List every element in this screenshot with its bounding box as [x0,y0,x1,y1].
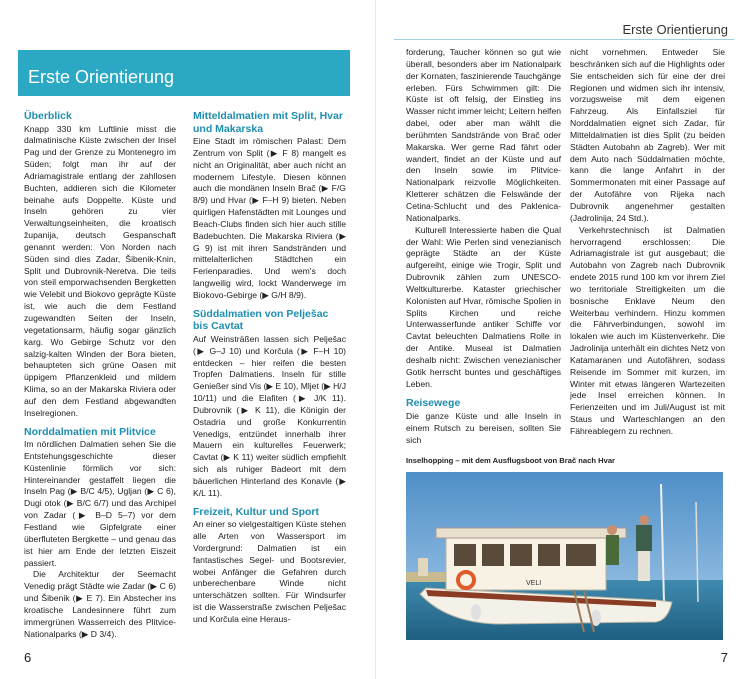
person [606,535,619,565]
heading-norddalmatien: Norddalmatien mit Plitvice [24,425,156,438]
cabin-window [454,544,476,566]
cabin-window [482,544,504,566]
paragraph: Die Architektur der Seemacht Venedig prägt Städte wie Zadar (▶ C 6) und Šibenik (▶ E 7). Ein Abstecher ins kroatische Landesinnere führt zum immergrünen Wasserreich des Plitvice-Nationalparks (▶ D 3/4). [24,569,176,639]
right-column-2 [570,47,725,445]
section-banner [18,50,350,96]
person [607,525,617,535]
right-page [375,0,750,679]
heading-sueddalmatien: Süddalmatien von Pelješac bis Cavtat [193,307,329,333]
boat-photo [406,472,723,640]
boat-illustration [406,472,723,640]
person [639,515,649,525]
page-number: 7 [720,650,728,665]
left-column-2 [193,110,346,646]
cabin-roof [436,528,626,538]
fender [471,604,481,620]
page-number: 6 [24,650,32,665]
person [636,525,652,551]
heading-freizeit: Freizeit, Kultur und Sport [193,505,319,518]
boat-name: VELI [526,580,542,587]
paragraph: Knapp 330 km Luftlinie misst die dalmatinische Küste zwischen der Insel Pag und der Grenze zu Montenegro im Süden; folgt man ihr auf der Adriamagistrale entlang der zahllosen Buchten, addieren sich die Kilometer beinahe aufs Doppelte. Küste und Inseln gehören zu vier Verwaltungseinheiten, die kroatisch županija, deutsch Gespanschaft genannt werden: Von Norden nach Süden sind dies Zadar, Šibenik-Knin, Split und Dubrovnik-Neretva. Die teils von steil emporwachsenden Bergketten wie Velebit und Biokovo geprägte Küste ist, wie auch die dem Festland zugewandten Seiten der Inseln, vegetationsarm, häufig sogar gänzlich karg. Wo Gebirge Schutz vor den salzig-kalten Winden der Bora bieten, behaupteten sich grüne Oasen mit üppigem Pflanzenkleid und mildem Klima, so an der Makarska Riviera oder auf den dem Festland abgewandten Inselregionen. [24,123,176,418]
paragraph: Die ganze Küste und alle Inseln in einem Rutsch zu bereisen, sollten Sie sich [406,410,561,445]
paragraph: Verkehrstechnisch ist Dalmatien hervorragend erschlossen: Die Adriamagistrale ist gut ausgebaut; die Autobahn von Zagreb nach Dubrovnik endete 2015 rund 100 km vor ihrem Ziel wo territoriale Streitigkeiten um die bosnische Enklave Neum den Weiterbau verhindern. Hinzu kommen die Fährverbindungen, sowohl im lokalen wie auch im Küstenverkehr. Die Jadrolinija unterhält ein dichtes Netz von Katamaranen und Autofähren, sodass Reisende im Sommer mit kurzen, im Winter mit etwas längeren Wartezeiten jede Insel erreichen können. In Ferienzeiten und im Juli/August ist mit Staus und Warteschlangen an den Fähreablegern zu rechnen. [570,224,725,436]
heading-reisewege: Reisewege [406,397,461,410]
heading-mitteldalmatien: Mitteldalmatien mit Split, Hvar und Makarska [193,110,343,135]
cabin-window [538,544,560,566]
person [638,551,650,581]
tower [418,558,428,576]
cabin-window [510,544,532,566]
divider [394,39,734,40]
paragraph: Eine Stadt im römischen Palast: Dem Zentrum von Split (▶ F 8) mangelt es nicht an Originalität, aber auch nicht an modernem Lifestyle. Diesen können auch die mondänen Inseln Brač (▶ F/G 8/9) und Hvar (▶ F–H 9) bieten. Neben quirligen Hafenstädten mit Lounges und Beach-Clubs finden sich hier auch stille Badebuchten. Die Makarska Riviera (▶ G 9) ist mit ihren Sandstränden und mittelalterlichen Städtchen ein Ferienparadies. Und wem's doch langweilig wird, lockt Wanderwege im Biokovo-Gebirge (▶ G/H 8/9). [193,136,346,300]
left-column-1 [24,110,176,639]
right-column-1 [406,47,561,445]
paragraph: Im nördlichen Dalmatien sehen Sie die Entstehungsgeschichte dieser Küstenlinie förmlich vor sich: Hintereinander gestaffelt liegen die Inseln Pag (▶ B/C 4/5), Ugljan (▶ C 6), Dugi otok (▶ B/C 6/7) und das Archipel von Zadar (▶ B–D 5–7) vor dem Festland wie Gipfelgrate einer überfluteten Bergkette – und genau das ist hier am Ende der letzten Eiszeit passiert. [24,439,176,568]
paragraph: forderung, Taucher können so gut wie überall, besonders aber im Nationalpark der Kornaten, faszinierende Tauchgänge erleben. Fürs Schwimmen gilt: Die Küste ist oft felsig, der Einstieg ins Wasser nicht immer leicht; Leitern helfen dabei, oder aber man wählt die berühmten Sandstrände von Brač oder Makarska. Wer gerne Rad fährt oder wandert, findet an der Küste und auf den Inseln sowie im Plitvice-Nationalpark reizvolle Möglichkeiten. Kletterer schätzen die Felswände der Cetina-Schlucht und des Paklenica-Nationalparks. [406,47,561,223]
paragraph: An einer so vielgestaltigen Küste stehen alle Arten von Wassersport im Vordergrund: Dalmatien ist ein fantastisches Segel- und Bootsrevier, wobei Anfänger die Gefahren durch unberechenbare Winde nicht unterschätzen sollten. Für Windsurfer ist die Wasserstraße zwischen Pelješac und Korčula eine Heraus- [193,519,346,624]
heading-ueberblick: Überblick [24,110,72,122]
running-title: Erste Orientierung [622,22,728,37]
banner-title: Erste Orientierung [28,67,175,87]
paragraph: Kulturell Interessierte haben die Qual der Wahl: Wie Perlen sind venezianisch geprägte Städte an der Küste aufgereiht, einige wie Trogir, Split und Dubrovnik zählen zum UNESCO-Weltkulturerbe. Kataster griechischer Kolonisten auf Hvar, römische Spolien in Splits Kirchen und reiche Unterwasserfunde antiker Schiffe vor Cavtat beleuchten Dalmatiens Rolle in der Antike. Museal ist Dalmatien deshalb nicht: Zwischen venezianischer Gotik herrscht buntes und geschäftiges Leben. [406,224,561,389]
paragraph: nicht vornehmen. Entweder Sie beschränken sich auf die Highlights oder Sie entscheiden sich für eine der drei Regionen und widmen sich ihr intensiv, vorzugsweise mit dem eigenen Fahrzeug. Als Einfallsziel für Norddalmatien eignet sich Zadar, für Mitteldalmatien ist dies Split (zu beiden Städten Autobahn ab Zagreb). Wer mit dem Auto nach Süddalmatien möchte, kann die lange Anfahrt in der Sommermonaten mit einer Passage auf der Autofähre von Rijeka nach Dubrovnik angenehmer gestalten (Jadrolinija, 24 Std.). [570,47,725,223]
paragraph: Auf Weinsträßen lassen sich Pelješac (▶ G–J 10) und Korčula (▶ F–H 10) entdecken – hier reifen die besten Tropfen Dalmatiens. Inseln für stille Genießer sind Vis (▶ E 10), Mljet (▶ H/J 10/11) und die Elafiten (▶ J/K 11). Dubrovnik (▶ K 11), die Königin der Ostadria und große Konkurrentin Venedigs, entzündet innerhalb ihrer Mauern ein kulturelles Feuerwerk; Cavtat (▶ K 11) weiter südlich empfiehlt sich als ruhiger Badeort mit dem bäuerlichen Hinterland des Konavle (▶ K/L 11). [193,333,346,498]
cabin-window [566,544,596,566]
photo-caption: Inselhopping – mit dem Ausflugsboot von Brač nach Hvar [406,456,615,465]
